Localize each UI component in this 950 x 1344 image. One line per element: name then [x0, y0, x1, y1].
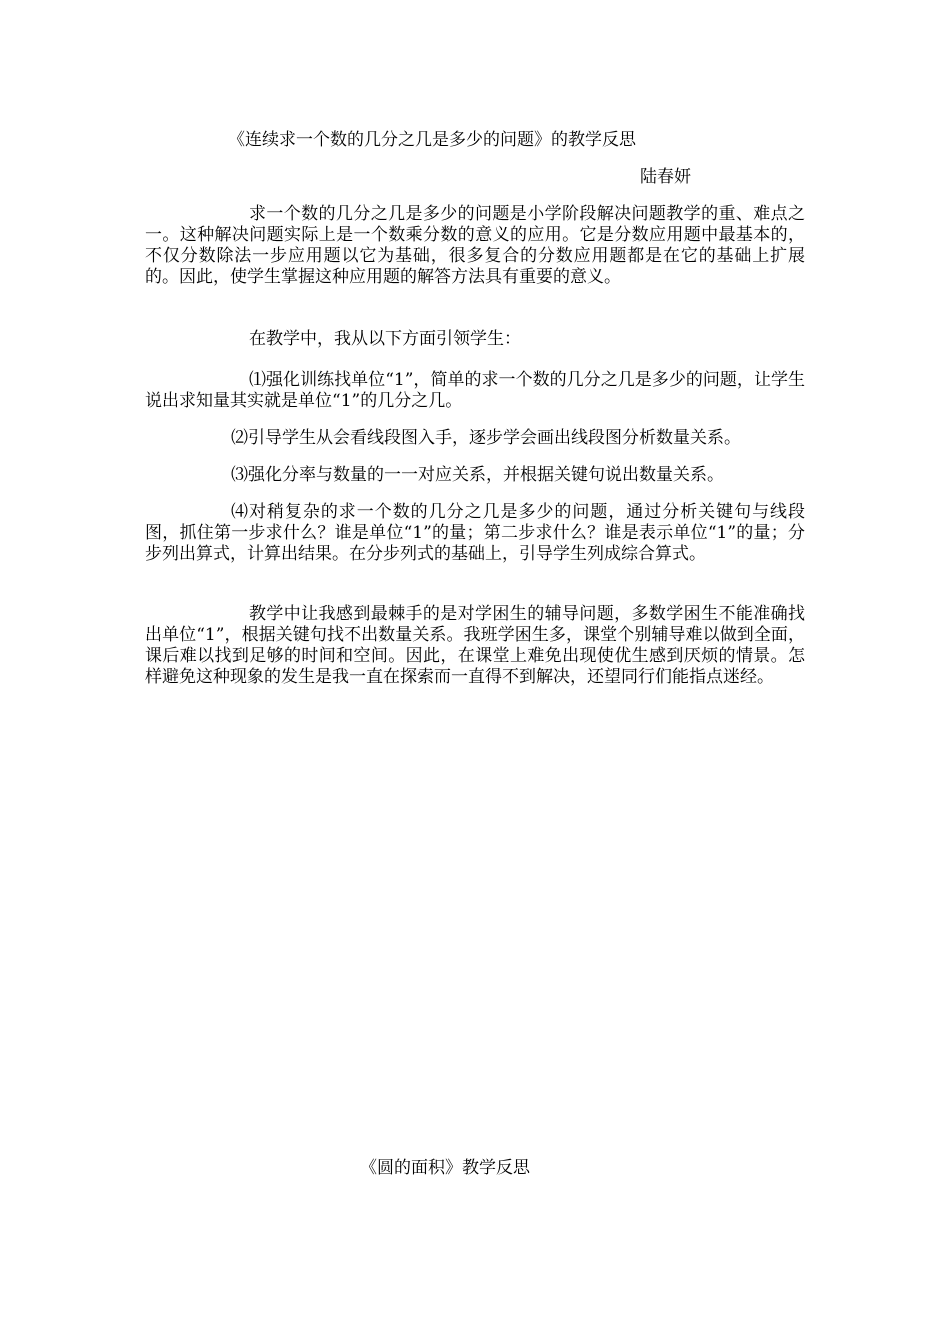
next-section-title: 《圆的面积》教学反思 — [360, 1158, 530, 1178]
paragraph-point-1: ⑴强化训练找单位“1”，简单的求一个数的几分之几是多少的问题，让学生说出求知量其实就是单位“1”的几分之几。 — [145, 370, 805, 411]
paragraph-point-2: ⑵引导学生从会看线段图入手，逐步学会画出线段图分析数量关系。 — [231, 428, 741, 448]
paragraph-teaching-lead: 在教学中，我从以下方面引领学生： — [249, 329, 521, 349]
paragraph-intro: 求一个数的几分之几是多少的问题是小学阶段解决问题教学的重、难点之一。这种解决问题实际上是一个数乘分数的意义的应用。它是分数应用题中最基本的，不仅分数除法一步应用题以它为基础，很多复合的分数应用题都是在它的基础上扩展的。因此，使学生掌握这种应用题的解答方法具有重要的意义。 — [145, 204, 805, 287]
paragraph-point-3: ⑶强化分率与数量的一一对应关系，并根据关键句说出数量关系。 — [231, 465, 724, 485]
paragraph-reflection: 教学中让我感到最棘手的是对学困生的辅导问题，多数学困生不能准确找出单位“1”，根据关键句找不出数量关系。我班学困生多，课堂个别辅导难以做到全面，课后难以找到足够的时间和空间。因此，在课堂上难免出现使优生感到厌烦的情景。怎样避免这种现象的发生是我一直在探索而一直得不到解决，还望同行们能指点迷经。 — [145, 604, 805, 687]
author-name: 陆春妍 — [640, 167, 691, 187]
document-title: 《连续求一个数的几分之几是多少的问题》的教学反思 — [228, 130, 636, 150]
paragraph-point-4: ⑷对稍复杂的求一个数的几分之几是多少的问题，通过分析关键句与线段图，抓住第一步求什么？谁是单位“1”的量；第二步求什么？谁是表示单位“1”的量；分步列出算式，计算出结果。在分步列式的基础上，引导学生列成综合算式。 — [145, 502, 805, 564]
